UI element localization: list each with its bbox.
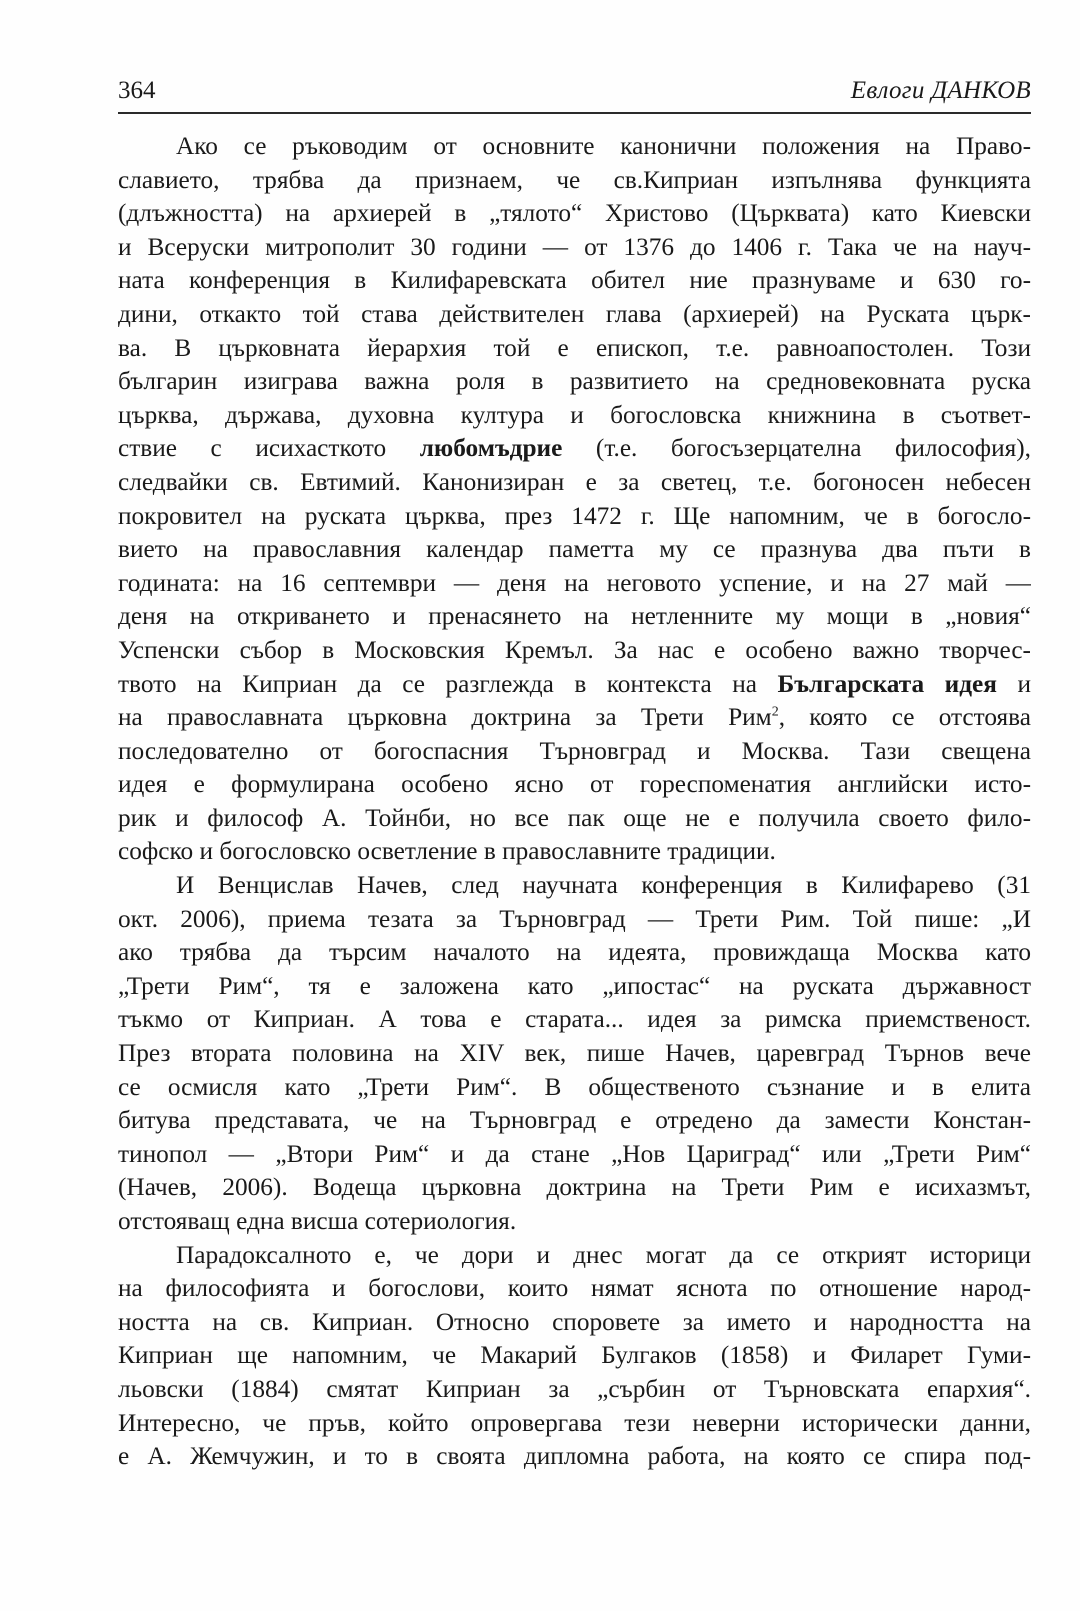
- text-line: Парадоксалното е, че дори и днес могат да се открият историци: [176, 1240, 1031, 1269]
- text-line: (длъжността) на архиерей в „тялото“ Христово (Църквата) като Киевски: [118, 199, 1031, 228]
- text-line: ако трябва да търсим началото на идеята, провиждаща Москва като: [118, 938, 1031, 967]
- text-line: ната конференция в Килифаревската обител ние празнуваме и 630 го-: [118, 266, 1031, 295]
- text-line: софско и богословско осветление в православните традиции.: [118, 837, 776, 866]
- paragraph-3: [118, 1239, 1031, 1474]
- text-line: годината: на 16 септември — деня на неговото успение, и на 27 май —: [118, 568, 1031, 597]
- text-segment: ствие с исихасткото: [118, 434, 420, 463]
- text-line: дини, откакто той става действителен глава (архиерей) на Руската църк-: [118, 299, 1031, 328]
- text-segment: (т.е. богосъзерцателна философия),: [562, 434, 1031, 463]
- text-line: и Всеруски митрополит 30 години — от 1376 до 1406 г. Така че на науч-: [118, 232, 1031, 261]
- text-line: покровител на руската църква, през 1472 г. Ще напомним, че в богосло-: [118, 501, 1031, 530]
- text-line: ва. В църковната йерархия той е епископ, т.е. равноапостолен. Този: [118, 333, 1031, 362]
- paragraph-2: [118, 869, 1031, 1239]
- footnote-marker[interactable]: 2: [771, 704, 779, 720]
- text-line: на философията и богослови, които нямат яснота по отношение народ-: [118, 1274, 1031, 1303]
- text-line: И Венцислав Начев, след научната конференция в Килифарево (31: [176, 871, 1031, 900]
- text-line: Успенски събор в Московския Кремъл. За нас е особено важно творчес-: [118, 635, 1031, 664]
- text-line: [118, 701, 1031, 735]
- paragraph-1: [118, 130, 1031, 869]
- text-line: Интересно, че пръв, който опровергава тези неверни исторически данни,: [118, 1408, 1031, 1437]
- text-line: „Трети Рим“, тя е заложена като „ипостас“ на руската държавност: [118, 971, 1031, 1000]
- text-line: рик и философ А. Тойнби, но все пак още не е получила своето фило-: [118, 803, 1031, 832]
- text-segment: , която се отстоява: [778, 703, 1031, 732]
- text-line: църква, държава, духовна култура и богословска книжнина в съответ-: [118, 400, 1031, 429]
- text-line: ността на св. Киприан. Относно споровете за името и народността на: [118, 1307, 1031, 1336]
- page-header: [118, 76, 1031, 114]
- text-segment: и: [996, 669, 1031, 698]
- text-line: славието, трябва да признаем, че св.Киприан изпълнява функцията: [118, 165, 1031, 194]
- text-line: българин изиграва важна роля в развитието на средновековната руска: [118, 367, 1031, 396]
- running-head-author: Евлоги ДАНКОВ: [850, 77, 1031, 104]
- text-line: окт. 2006), приема тезата за Търновград — Трети Рим. Той пише: „И: [118, 904, 1031, 933]
- text-line: последователно от богоспасния Търновград и Москва. Тази свещена: [118, 736, 1031, 765]
- text-line: тинопол — „Втори Рим“ и да стане „Нов Цариград“ или „Трети Рим“: [118, 1139, 1031, 1168]
- text-segment: на православната църковна доктрина за Трети Рим: [118, 703, 772, 732]
- text-line: е А. Жемчужин, и то в своята дипломна работа, на която се спира под-: [118, 1442, 1031, 1471]
- text-line: идея е формулирана особено ясно от гореспоменатия английски исто-: [118, 770, 1031, 799]
- text-line: деня на откриването и пренасянето на нетленните му мощи в „новия“: [118, 602, 1031, 631]
- text-segment: твото на Киприан да се разглежда в контекста на: [118, 669, 778, 698]
- text-line: битува представата, че на Търновград е отредено да замести Констан-: [118, 1106, 1031, 1135]
- text-line: Ако се ръководим от основните канонични положения на Право-: [176, 132, 1031, 160]
- text-line: се осмисля като „Трети Рим“. В общественото съзнание и в елита: [118, 1072, 1031, 1101]
- body-text: [118, 130, 1031, 1474]
- text-line: [118, 668, 1031, 702]
- text-line: вието на православния календар паметта му се празнува два пъти в: [118, 535, 1031, 564]
- text-line: отстояващ една висша сотериология.: [118, 1207, 517, 1235]
- text-line: (Начев, 2006). Водеща църковна доктрина на Трети Рим е исихазмът,: [118, 1173, 1031, 1202]
- emphasized-term: любомъдрие: [419, 434, 563, 463]
- text-line: льовски (1884) смятат Киприан за „сърбин от Търновската епархия“.: [118, 1374, 1031, 1403]
- text-line: следвайки св. Евтимий. Канонизиран е за светец, т.е. богоносен небесен: [118, 467, 1031, 496]
- emphasized-term: Българската идея: [777, 669, 997, 698]
- text-line: През втората половина на XIV век, пише Начев, царевград Търнов вече: [118, 1039, 1031, 1068]
- text-line: Киприан ще напомним, че Макарий Булгаков (1858) и Филарет Гуми-: [118, 1341, 1031, 1370]
- page-number: 364: [118, 77, 156, 104]
- text-line: [118, 432, 1031, 466]
- text-line: тъкмо от Киприан. А това е старата... идея за римска приемственост.: [118, 1005, 1031, 1034]
